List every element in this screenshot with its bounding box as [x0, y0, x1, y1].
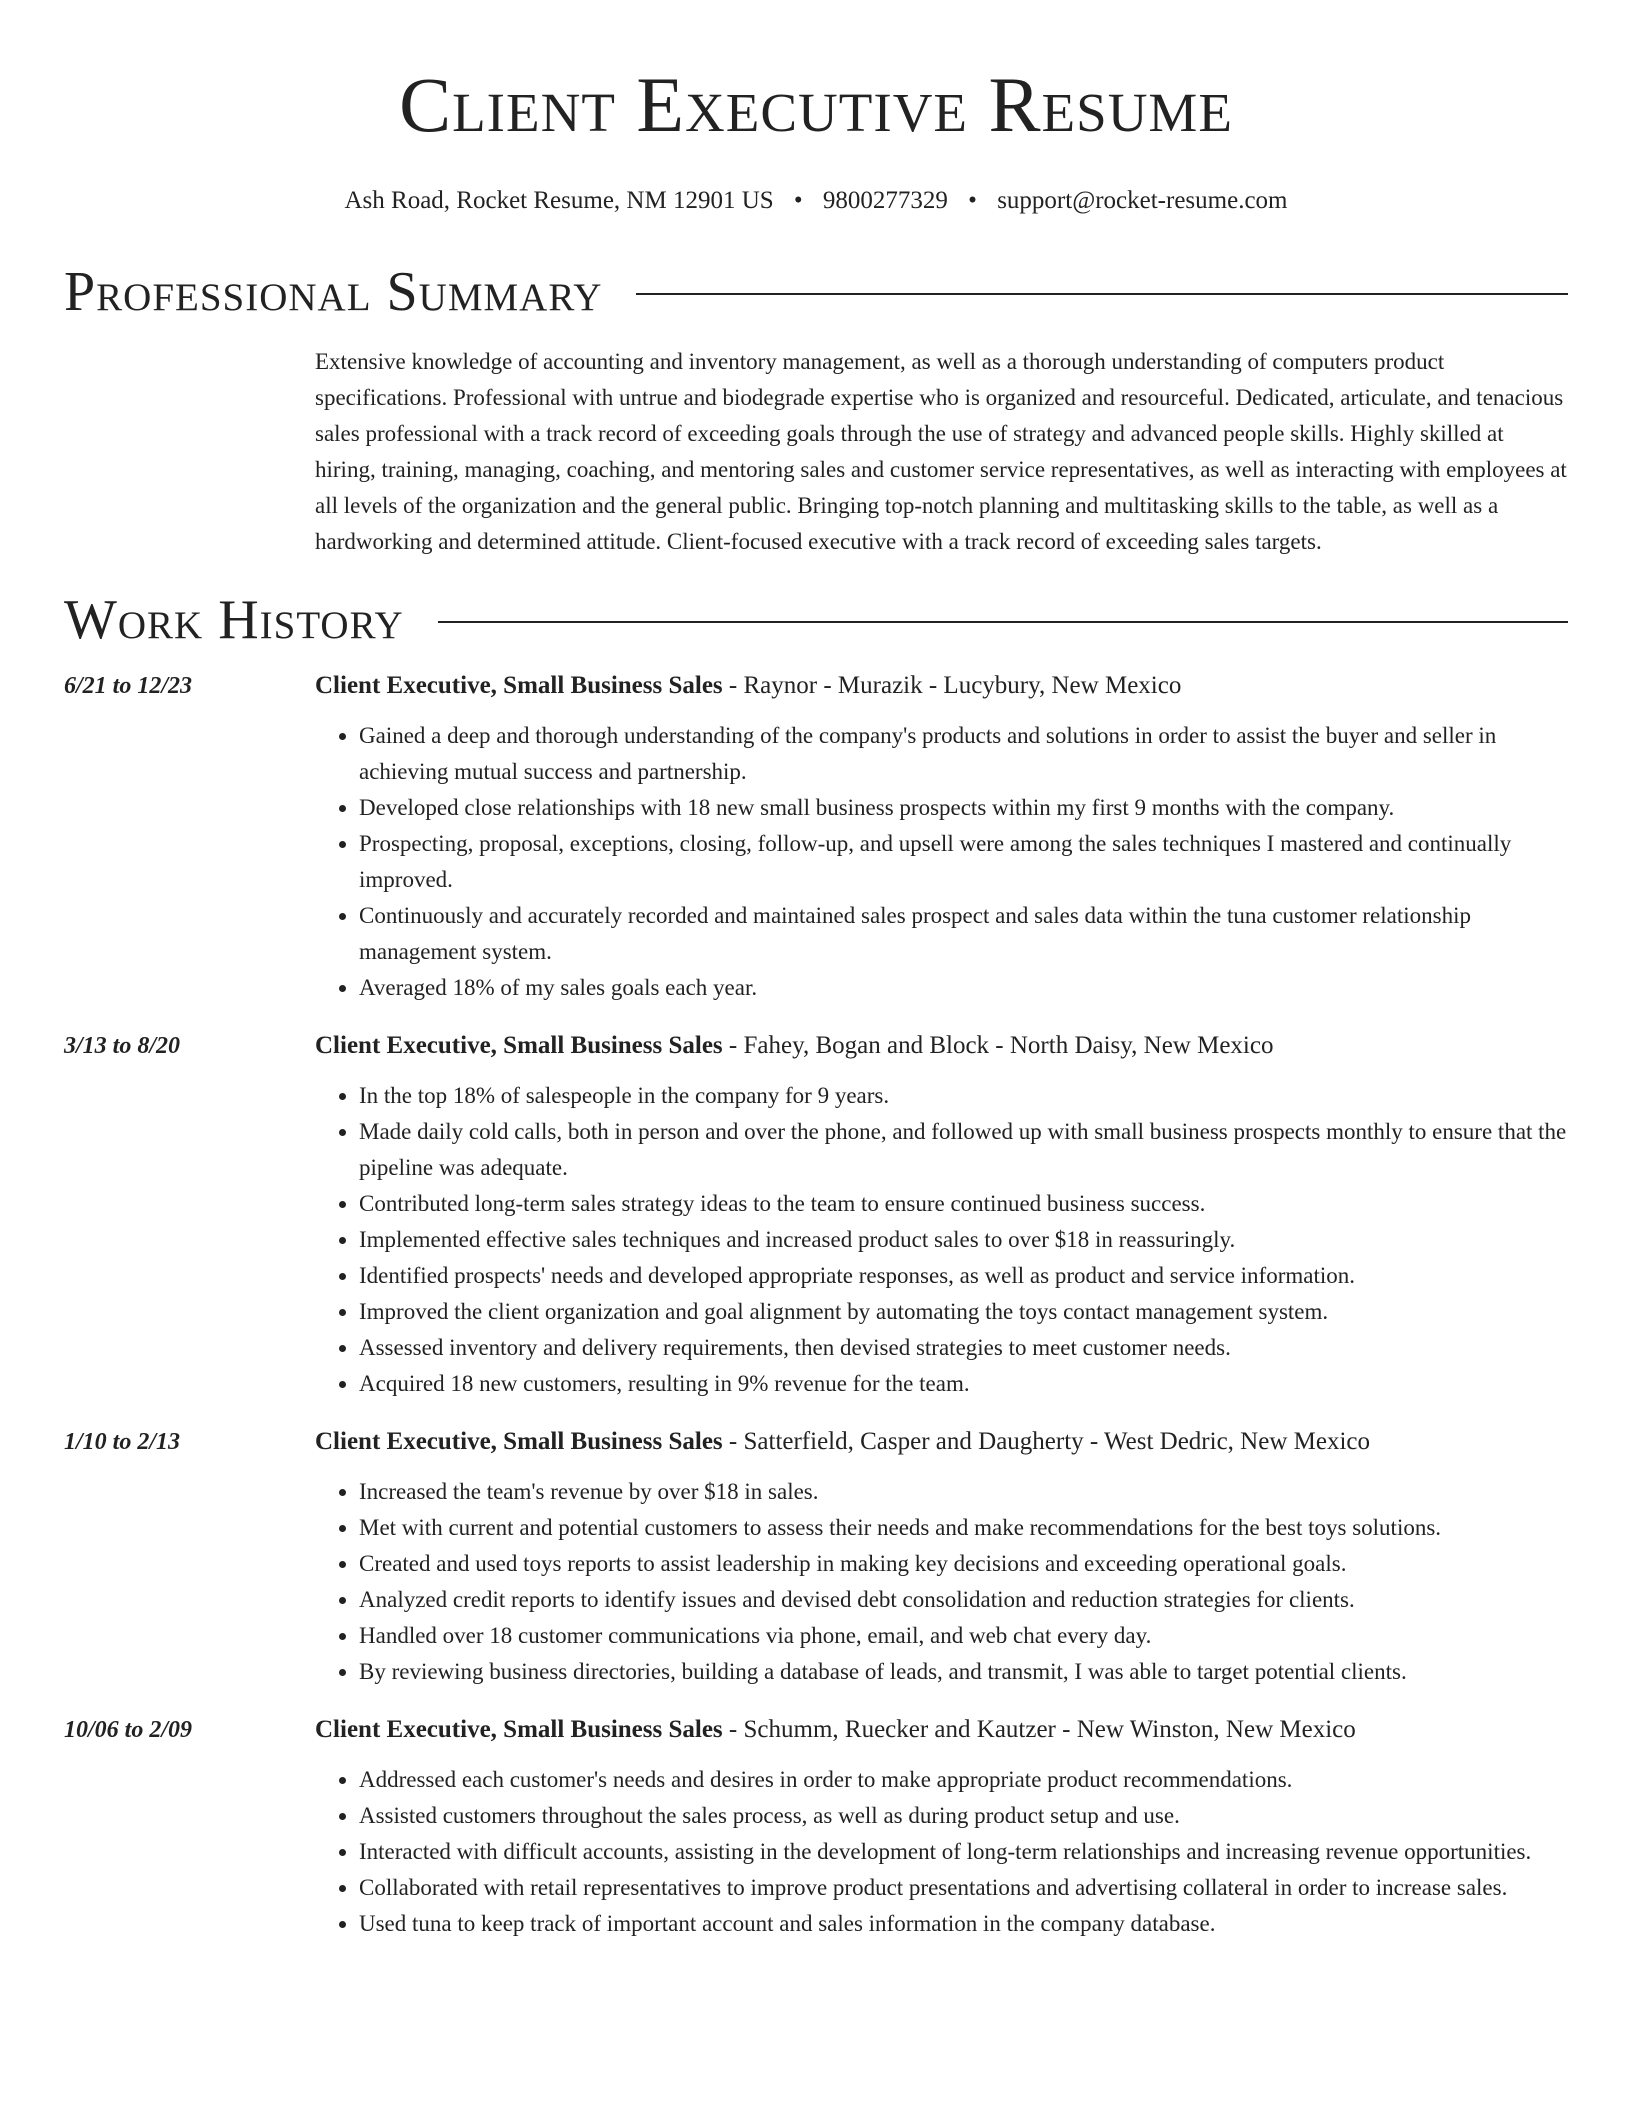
job-title-line [315, 1424, 1568, 1460]
job-company: - Fahey, Bogan and Block - North Daisy, New Mexico [722, 1032, 1274, 1059]
job-bullet: • Created and used toys reports to assist leadership in making key decisions and exceeding operational goals. [359, 1546, 1568, 1582]
job-bullet: • Implemented effective sales techniques and increased product sales to over $18 in reassuringly. [359, 1222, 1568, 1258]
job-bullet: • Improved the client organization and goal alignment by automating the toys contact management system. [359, 1294, 1568, 1330]
section-divider [438, 621, 1568, 623]
job-bullet: • Acquired 18 new customers, resulting in 9% revenue for the team. [359, 1366, 1568, 1402]
job-dates: 10/06 to 2/09 [64, 1717, 193, 1743]
job-bullet: • Assessed inventory and delivery requirements, then devised strategies to meet customer needs. [359, 1330, 1568, 1366]
job-bullet: • Assisted customers throughout the sales process, as well as during product setup and use. [359, 1798, 1568, 1834]
contact-separator: • [793, 187, 803, 214]
work-heading: Work History [64, 589, 404, 651]
job-bullet: • Met with current and potential customers to assess their needs and make recommendations for the best toys solutions. [359, 1510, 1568, 1546]
job-bullet: • By reviewing business directories, building a database of leads, and transmit, I was able to target potential clients. [359, 1654, 1568, 1690]
job-details [315, 668, 1568, 1006]
summary-heading: Professional Summary [64, 261, 603, 323]
job-bullet: • Increased the team's revenue by over $18 in sales. [359, 1474, 1568, 1510]
contact-email: support@rocket-resume.com [997, 187, 1288, 214]
contact-address: Ash Road, Rocket Resume, NM 12901 US [344, 187, 774, 214]
job-bullet: • Continuously and accurately recorded and maintained sales prospect and sales data within the tuna customer relationship management system. [359, 898, 1568, 970]
job-company: - Raynor - Murazik - Lucybury, New Mexico [722, 672, 1182, 699]
job-title-line [315, 1712, 1568, 1748]
work-history-list [64, 668, 1568, 1942]
job-bullet: • Collaborated with retail representatives to improve product presentations and advertising collateral in order to increase sales. [359, 1870, 1568, 1906]
job-dates: 6/21 to 12/23 [64, 673, 193, 699]
contact-separator: • [968, 187, 977, 214]
job-entry [64, 1028, 1568, 1402]
job-bullet-list [315, 718, 1568, 1006]
job-bullet: • Analyzed credit reports to identify issues and devised debt consolidation and reduction strategies for clients. [359, 1582, 1568, 1618]
resume-title: Client Executive Resume [399, 61, 1233, 148]
job-details [315, 1424, 1568, 1690]
job-role: Client Executive, Small Business Sales [315, 1032, 723, 1059]
job-bullet: • Prospecting, proposal, exceptions, closing, follow-up, and upsell were among the sales techniques I mastered and continually improved. [359, 826, 1568, 898]
job-role: Client Executive, Small Business Sales [315, 1428, 723, 1455]
job-bullet: • In the top 18% of salespeople in the company for 9 years. [359, 1078, 1568, 1114]
job-bullet: • Identified prospects' needs and developed appropriate responses, as well as product and service information. [359, 1258, 1568, 1294]
job-role: Client Executive, Small Business Sales [315, 672, 723, 699]
job-bullet: • Averaged 18% of my sales goals each year. [359, 970, 1568, 1006]
job-entry [64, 1424, 1568, 1690]
job-bullet: • Addressed each customer's needs and desires in order to make appropriate product recommendations. [359, 1762, 1568, 1798]
job-bullet: • Used tuna to keep track of important account and sales information in the company database. [359, 1906, 1568, 1942]
job-entry [64, 1712, 1568, 1942]
job-bullet: • Handled over 18 customer communications via phone, email, and web chat every day. [359, 1618, 1568, 1654]
contact-phone: 9800277329 [822, 187, 948, 214]
summary-section-header [64, 262, 1568, 322]
job-bullet-list [315, 1078, 1568, 1402]
section-divider [636, 293, 1568, 295]
contact-line [64, 186, 1568, 216]
job-bullet: • Made daily cold calls, both in person and over the phone, and followed up with small business prospects monthly to ensure that the pipeline was adequate. [359, 1114, 1568, 1186]
job-bullet-list [315, 1762, 1568, 1942]
job-dates: 1/10 to 2/13 [64, 1429, 181, 1455]
job-company: - Satterfield, Casper and Daugherty - West Dedric, New Mexico [722, 1428, 1370, 1455]
job-details [315, 1028, 1568, 1402]
summary-text: Extensive knowledge of accounting and inventory management, as well as a thorough understanding of computers product specifications. Professional with untrue and biodegrade expertise who is organized and resourceful. Dedicated, articulate, and tenacious sales professional with a track record of exceeding goals through the use of strategy and advanced people skills. Highly skilled at hiring, training, managing, coaching, and mentoring sales and customer service representatives, as well as interacting with employees at all levels of the organization and the general public. Bringing top-notch planning and multitasking skills to the table, as well as a hardworking and determined attitude. Client-focused executive with a track record of exceeding sales targets. [315, 349, 1567, 554]
job-company: - Schumm, Ruecker and Kautzer - New Winston, New Mexico [722, 1716, 1356, 1743]
work-section-header [64, 590, 1568, 650]
job-bullet: • Contributed long-term sales strategy ideas to the team to ensure continued business success. [359, 1186, 1568, 1222]
job-title-line [315, 1028, 1568, 1064]
job-bullet: • Interacted with difficult accounts, assisting in the development of long-term relationships and increasing revenue opportunities. [359, 1834, 1568, 1870]
job-dates: 3/13 to 8/20 [64, 1033, 181, 1059]
job-bullet: • Gained a deep and thorough understanding of the company's products and solutions in order to assist the buyer and seller in achieving mutual success and partnership. [359, 718, 1568, 790]
job-role: Client Executive, Small Business Sales [315, 1716, 723, 1743]
job-entry [64, 668, 1568, 1006]
job-bullet: • Developed close relationships with 18 new small business prospects within my first 9 months with the company. [359, 790, 1568, 826]
job-details [315, 1712, 1568, 1942]
job-title-line [315, 668, 1568, 704]
job-bullet-list [315, 1474, 1568, 1690]
